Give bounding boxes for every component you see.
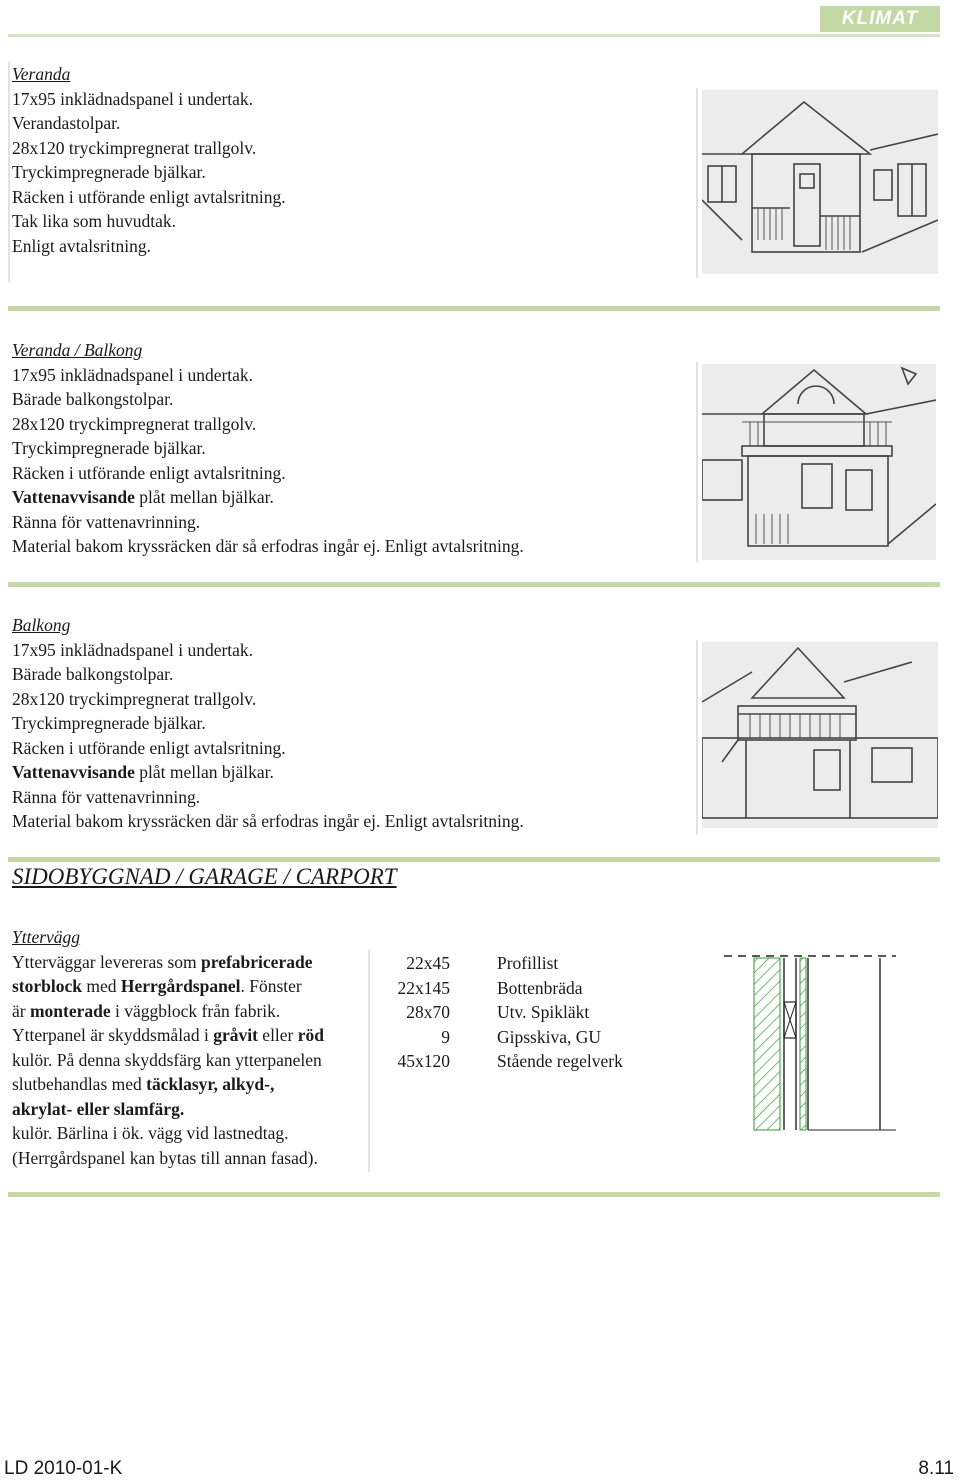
veranda-section bbox=[12, 62, 286, 258]
wall-layer-row bbox=[372, 951, 623, 976]
yttervagg-line bbox=[12, 950, 324, 975]
text-run: slutbehandlas med bbox=[12, 1074, 147, 1094]
yttervagg-accent-line bbox=[368, 950, 370, 1172]
yttervagg-line bbox=[12, 1097, 324, 1122]
vb-bold-line bbox=[12, 485, 524, 510]
wall-layers-list bbox=[372, 951, 623, 1074]
section-divider bbox=[8, 1192, 940, 1197]
wall-layer-row bbox=[372, 1000, 623, 1025]
text-run: med bbox=[82, 976, 121, 996]
text-bold: täcklasyr, alkyd-, bbox=[146, 1074, 275, 1094]
text-run: eller bbox=[257, 1025, 298, 1045]
text-bold: röd bbox=[297, 1025, 325, 1045]
vb-line: Tryckimpregnerade bjälkar. bbox=[12, 438, 206, 458]
layer-dimension: 9 bbox=[441, 1026, 450, 1047]
text-run: Ytterpanel är skyddsmålad i bbox=[12, 1025, 214, 1045]
balkong-section bbox=[12, 613, 524, 834]
text-run: i väggblock från fabrik. bbox=[110, 1000, 281, 1021]
layer-material: Stående regelverk bbox=[497, 1051, 623, 1071]
text-bold: Herrgårdspanel bbox=[120, 976, 241, 996]
balkong-heading: Balkong bbox=[12, 615, 71, 635]
vb-bold-rest: plåt mellan bjälkar. bbox=[134, 487, 274, 507]
vb-image-divider bbox=[696, 362, 698, 562]
yttervagg-line bbox=[12, 1023, 324, 1048]
text-bold: gråvit bbox=[213, 1025, 258, 1045]
yttervagg-line bbox=[12, 999, 324, 1024]
veranda-illustration bbox=[702, 90, 938, 274]
layer-material: Bottenbräda bbox=[497, 977, 583, 998]
vb-line: Material bakom kryssräcken där så erfodras ingår ej. Enligt avtalsritning. bbox=[12, 536, 524, 556]
section-badge: KLIMAT bbox=[820, 6, 940, 32]
veranda-line: Tak lika som huvudtak. bbox=[12, 211, 177, 231]
yttervagg-line bbox=[12, 974, 324, 999]
layer-material: Profillist bbox=[497, 953, 559, 973]
veranda-line: Verandastolpar. bbox=[12, 113, 121, 133]
vb-line: Ränna för vattenavrinning. bbox=[12, 511, 201, 532]
veranda-balkong-heading: Veranda / Balkong bbox=[12, 340, 143, 360]
section-divider bbox=[8, 582, 940, 587]
balkong-line: Räcken i utförande enligt avtalsritning. bbox=[12, 737, 286, 758]
veranda-image-divider bbox=[696, 88, 698, 278]
text-run: . Fönster bbox=[240, 976, 302, 996]
balkong-line: Bärade balkongstolpar. bbox=[12, 664, 174, 684]
veranda-balkong-illustration bbox=[702, 364, 936, 560]
text-run: Ytterväggar levereras som bbox=[12, 951, 202, 972]
layer-material: Gipsskiva, GU bbox=[497, 1026, 602, 1047]
veranda-balkong-section bbox=[12, 338, 524, 559]
veranda-accent-line bbox=[8, 62, 10, 282]
balkong-bold-rest: plåt mellan bjälkar. bbox=[134, 762, 274, 782]
text-bold: akrylat- eller slamfärg. bbox=[12, 1098, 185, 1119]
balkong-bold-line bbox=[12, 760, 524, 785]
veranda-line: Räcken i utförande enligt avtalsritning. bbox=[12, 186, 286, 207]
veranda-line: 17x95 inklädnadspanel i undertak. bbox=[12, 88, 254, 109]
balkong-line: Ränna för vattenavrinning. bbox=[12, 786, 201, 807]
vb-line: 17x95 inklädnadspanel i undertak. bbox=[12, 364, 254, 385]
balkong-line: Tryckimpregnerade bjälkar. bbox=[12, 713, 206, 733]
balkong-image-divider bbox=[696, 640, 698, 835]
yttervagg-section bbox=[12, 925, 324, 1170]
balkong-line: 17x95 inklädnadspanel i undertak. bbox=[12, 639, 254, 660]
vb-line: Bärade balkongstolpar. bbox=[12, 389, 174, 409]
text-bold: monterade bbox=[29, 1000, 111, 1021]
text-bold: prefabricerade bbox=[201, 951, 313, 972]
page-number: 8.11 bbox=[918, 1458, 954, 1479]
yttervagg-line: kulör. På denna skyddsfärg kan ytterpanelen bbox=[12, 1049, 322, 1070]
wall-layer-row bbox=[372, 976, 623, 1001]
yttervagg-line: (Herrgårdspanel kan bytas till annan fasad). bbox=[12, 1147, 318, 1168]
yttervagg-heading: Yttervägg bbox=[12, 927, 81, 947]
text-run: är bbox=[12, 1000, 30, 1021]
wall-layer-row bbox=[372, 1025, 623, 1050]
text-bold: storblock bbox=[12, 976, 82, 996]
vb-line: Räcken i utförande enligt avtalsritning. bbox=[12, 462, 286, 483]
balkong-illustration bbox=[702, 642, 938, 828]
veranda-heading: Veranda bbox=[12, 64, 71, 84]
layer-dimension: 28x70 bbox=[406, 1002, 450, 1022]
wall-section-drawing bbox=[720, 950, 900, 1138]
wall-layer-row bbox=[372, 1049, 623, 1074]
section-divider bbox=[8, 306, 940, 311]
layer-dimension: 22x145 bbox=[397, 977, 450, 998]
yttervagg-line: kulör. Bärlina i ök. vägg vid lastnedtag. bbox=[12, 1123, 289, 1143]
veranda-line: Tryckimpregnerade bjälkar. bbox=[12, 162, 206, 182]
document-code: LD 2010-01-K bbox=[4, 1458, 123, 1479]
layer-dimension: 45x120 bbox=[397, 1051, 450, 1071]
layer-dimension: 22x45 bbox=[406, 953, 450, 973]
layer-material: Utv. Spikläkt bbox=[497, 1002, 590, 1022]
sidobyggnad-title: SIDOBYGGNAD / GARAGE / CARPORT bbox=[12, 864, 397, 889]
vb-line: 28x120 tryckimpregnerat trallgolv. bbox=[12, 413, 257, 434]
vb-bold-word: Vattenavvisande bbox=[12, 487, 135, 507]
balkong-line: 28x120 tryckimpregnerat trallgolv. bbox=[12, 688, 257, 709]
yttervagg-line bbox=[12, 1072, 324, 1097]
section-divider bbox=[8, 857, 940, 862]
balkong-line: Material bakom kryssräcken där så erfodras ingår ej. Enligt avtalsritning. bbox=[12, 811, 524, 831]
header-divider bbox=[8, 34, 940, 37]
veranda-line: Enligt avtalsritning. bbox=[12, 235, 152, 256]
balkong-bold-word: Vattenavvisande bbox=[12, 762, 135, 782]
veranda-line: 28x120 tryckimpregnerat trallgolv. bbox=[12, 137, 257, 158]
